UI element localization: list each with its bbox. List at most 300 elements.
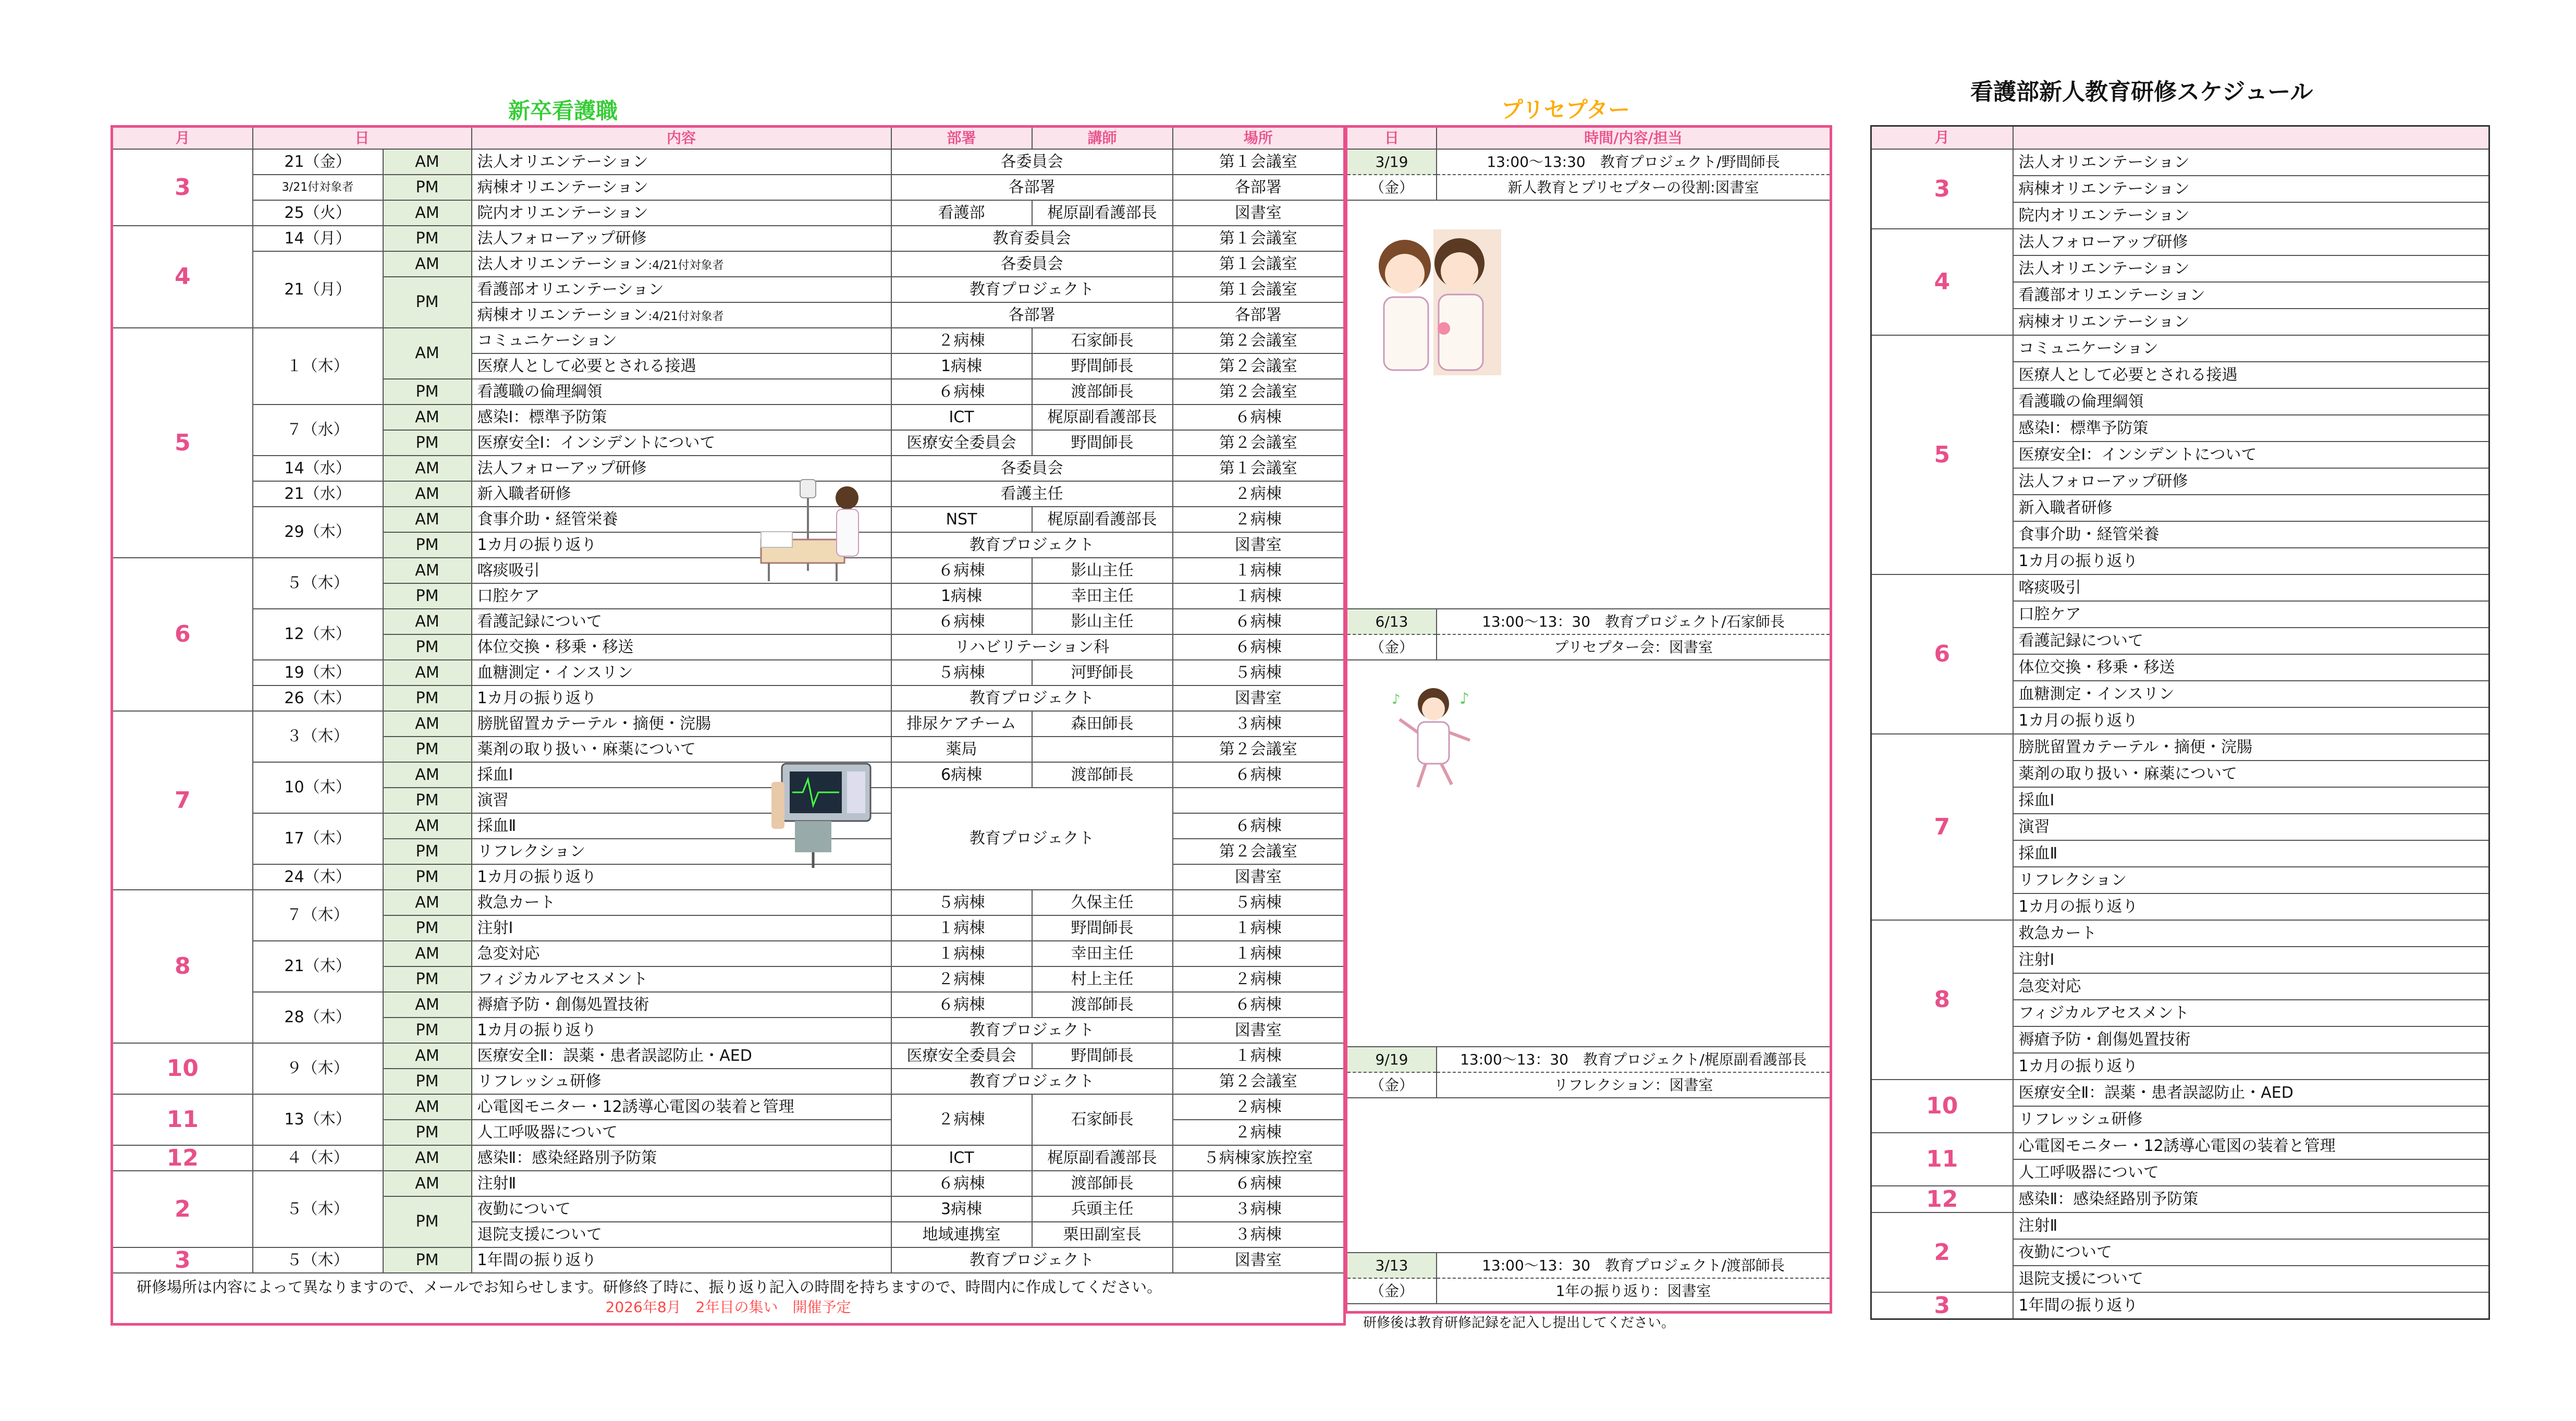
table-row: [112, 1247, 1345, 1273]
month-cell: 12: [112, 1145, 253, 1171]
lecturer-cell: 幸田主任: [1032, 583, 1173, 609]
dept-cell: 教育プロジェクト: [891, 277, 1173, 302]
right-summary-table: [1870, 125, 2490, 1320]
summary-month-cell: 3: [1871, 149, 2013, 229]
month-cell: 10: [112, 1043, 253, 1094]
ampm-cell: AM: [383, 328, 472, 379]
summary-item: 感染Ⅰ：標準予防策: [2013, 415, 2489, 442]
summary-month-cell: 2: [1871, 1212, 2013, 1292]
place-cell: ２病棟: [1173, 481, 1345, 507]
content-cell: 新入職者研修: [472, 481, 891, 507]
place-cell: 第１会議室: [1173, 251, 1345, 277]
lecturer-cell: 栗田副室長: [1032, 1222, 1173, 1247]
summary-item: 膀胱留置カテーテル・摘便・浣腸: [2013, 734, 2489, 761]
content-cell: 膀胱留置カテーテル・摘便・浣腸: [472, 711, 891, 737]
summary-item: 人工呼吸器について: [2013, 1159, 2489, 1186]
content-cell: 演習: [472, 788, 891, 813]
pre-dow: （金）: [1369, 1076, 1414, 1094]
content-cell: 褥瘡予防・創傷処置技術: [472, 992, 891, 1018]
day-cell: 17（木）: [253, 813, 383, 864]
preceptor-footer: 研修後は教育研修記録を記入し提出してください。: [1363, 1315, 1675, 1331]
ampm-cell: PM: [383, 583, 472, 609]
content-cell: リフレクション: [472, 839, 891, 864]
place-cell: ２病棟: [1173, 507, 1345, 532]
place-cell: ６病棟: [1173, 813, 1345, 839]
ampm-cell: AM: [383, 149, 472, 175]
dept-cell: 各部署: [891, 302, 1173, 328]
summary-item: 採血Ⅱ: [2013, 840, 2489, 867]
dept-cell: NST: [891, 507, 1032, 532]
lecturer-cell: 渡部師長: [1032, 762, 1173, 788]
pre-line2: リフレクション：図書室: [1553, 1076, 1713, 1094]
summary-month-cell: 6: [1871, 574, 2013, 734]
day-cell: 19（木）: [253, 660, 383, 685]
table-row: [112, 149, 1345, 175]
table-row: [112, 481, 1345, 507]
ampm-cell: AM: [383, 813, 472, 839]
pre-date: 6/13: [1347, 609, 1436, 635]
content-cell: 看護記録について: [472, 609, 891, 634]
lecturer-cell: 兵頭主任: [1032, 1196, 1173, 1222]
place-cell: 第２会議室: [1173, 430, 1345, 456]
content-cell: 急変対応: [472, 941, 891, 966]
right-header-month: 月: [1871, 126, 2013, 150]
summary-item: 演習: [2013, 814, 2489, 840]
pre-line2: プリセプター会：図書室: [1554, 639, 1713, 656]
dancing-nurse-illustration: [1387, 683, 1486, 792]
ampm-cell: AM: [383, 890, 472, 915]
ampm-cell: PM: [383, 1069, 472, 1094]
content-cell: 看護部オリエンテーション: [472, 277, 891, 302]
day-cell: 14（月）: [253, 226, 383, 251]
place-cell: 第２会議室: [1173, 1069, 1345, 1094]
table-row: [112, 251, 1345, 277]
dept-cell: 1病棟: [891, 353, 1032, 379]
summary-item: 看護職の倫理綱領: [2013, 388, 2489, 415]
dept-cell: 各委員会: [891, 149, 1173, 175]
ampm-cell: AM: [383, 1043, 472, 1069]
ampm-cell: AM: [383, 481, 472, 507]
ampm-cell: AM: [383, 941, 472, 966]
day-cell: 26（木）: [253, 685, 383, 711]
ampm-cell: PM: [383, 1247, 472, 1273]
dept-cell: 医療安全委員会: [891, 430, 1032, 456]
table-row: [112, 685, 1345, 711]
month-cell: 8: [112, 890, 253, 1043]
day-note: 3/21付対象者: [253, 175, 383, 200]
dept-cell: ICT: [891, 405, 1032, 430]
summary-month-cell: 7: [1871, 734, 2013, 920]
ampm-cell: AM: [383, 200, 472, 226]
dept-cell: ６病棟: [891, 558, 1032, 583]
summary-item: 急変対応: [2013, 973, 2489, 1000]
place-cell: １病棟: [1173, 558, 1345, 583]
summary-item: 褥瘡予防・創傷処置技術: [2013, 1026, 2489, 1053]
place-cell: １病棟: [1173, 1043, 1345, 1069]
day-cell: ７（水）: [253, 405, 383, 456]
content-cell: 注射Ⅱ: [472, 1171, 891, 1196]
dept-cell: １病棟: [891, 915, 1032, 941]
lecturer-cell: 野間師長: [1032, 353, 1173, 379]
place-cell: 各部署: [1173, 302, 1345, 328]
day-cell: ４（木）: [253, 1145, 383, 1171]
summary-item: 医療安全Ⅰ：インシデントについて: [2013, 442, 2489, 468]
day-cell: ５（木）: [253, 558, 383, 609]
svg-text:♪: ♪: [1392, 692, 1401, 707]
content-cell: 1カ月の振り返り: [472, 532, 891, 558]
summary-item: 医療安全Ⅱ：誤薬・患者誤認防止・AED: [2013, 1080, 2489, 1106]
place-cell: 第２会議室: [1173, 737, 1345, 762]
content-cell: 病棟オリエンテーション:4/21付対象者: [472, 302, 891, 328]
table-row: [112, 609, 1345, 634]
table-row: [112, 660, 1345, 685]
place-cell: ６病棟: [1173, 762, 1345, 788]
place-cell: 第１会議室: [1173, 277, 1345, 302]
dept-cell: １病棟: [891, 941, 1032, 966]
lecturer-cell: 河野師長: [1032, 660, 1173, 685]
lecturer-cell: 梶原副看護部長: [1032, 507, 1173, 532]
content-cell: リフレッシュ研修: [472, 1069, 891, 1094]
summary-month-cell: 3: [1871, 1292, 2013, 1319]
pre-dow: （金）: [1369, 179, 1414, 196]
summary-month-cell: 4: [1871, 229, 2013, 335]
day-cell: 14（水）: [253, 456, 383, 481]
dept-cell: 6病棟: [891, 762, 1032, 788]
pre-line1: 13:00～13：30 教育プロジェクト/梶原副看護部長: [1437, 1047, 1830, 1073]
ampm-cell: PM: [383, 915, 472, 941]
month-cell: 7: [112, 711, 253, 890]
table-row: [112, 405, 1345, 430]
ampm-cell: AM: [383, 1171, 472, 1196]
content-cell: 薬剤の取り扱い・麻薬について: [472, 737, 891, 762]
ampm-cell: PM: [383, 1120, 472, 1145]
header-lecturer: 講師: [1032, 127, 1173, 150]
dept-cell: 教育プロジェクト: [891, 1069, 1173, 1094]
summary-item: 病棟オリエンテーション: [2013, 309, 2489, 335]
content-cell: 喀痰吸引: [472, 558, 891, 583]
summary-item: リフレッシュ研修: [2013, 1106, 2489, 1133]
summary-month-cell: 11: [1871, 1133, 2013, 1186]
section-mid-title: プリセプター: [1501, 97, 1630, 123]
summary-item: 薬剤の取り扱い・麻薬について: [2013, 761, 2489, 787]
dept-cell: ６病棟: [891, 609, 1032, 634]
footer-note: 研修場所は内容によって異なりますので、メールでお知らせします。研修終了時に、振り返り記入の時間を持ちますので、時間内に作成してください。: [137, 1278, 1162, 1296]
place-cell: ５病棟: [1173, 890, 1345, 915]
summary-month-cell: 8: [1871, 920, 2013, 1080]
dept-cell: ５病棟: [891, 890, 1032, 915]
content-cell: 注射Ⅰ: [472, 915, 891, 941]
table-row: [112, 226, 1345, 251]
lecturer-cell: 野間師長: [1032, 915, 1173, 941]
ampm-cell: AM: [383, 507, 472, 532]
ampm-cell: PM: [383, 430, 472, 456]
content-cell: 法人オリエンテーション:4/21付対象者: [472, 251, 891, 277]
summary-item: フィジカルアセスメント: [2013, 1000, 2489, 1026]
day-cell: 21（金）: [253, 149, 383, 175]
summary-item: 法人フォローアップ研修: [2013, 229, 2489, 255]
content-cell: 医療安全Ⅰ：インシデントについて: [472, 430, 891, 456]
dept-cell: ６病棟: [891, 379, 1032, 405]
day-cell: 10（木）: [253, 762, 383, 813]
table-row: [112, 200, 1345, 226]
ampm-cell: PM: [383, 788, 472, 813]
lecturer-cell: 梶原副看護部長: [1032, 200, 1173, 226]
summary-row: [1871, 229, 2489, 255]
summary-item: 新入職者研修: [2013, 495, 2489, 521]
summary-item: 注射Ⅱ: [2013, 1212, 2489, 1239]
table-row: [112, 1043, 1345, 1069]
table-row: [112, 507, 1345, 532]
place-cell: ６病棟: [1173, 1171, 1345, 1196]
ampm-cell: PM: [383, 839, 472, 864]
place-cell: ６病棟: [1173, 609, 1345, 634]
summary-item: 心電図モニター・12誘導心電図の装着と管理: [2013, 1133, 2489, 1159]
lecturer-cell: 村上主任: [1032, 966, 1173, 992]
day-cell: 25（火）: [253, 200, 383, 226]
content-cell: 救急カート: [472, 890, 891, 915]
dept-cell: 各部署: [891, 175, 1173, 200]
summary-item: コミュニケーション: [2013, 335, 2489, 362]
summary-row: [1871, 574, 2489, 601]
content-cell: 法人フォローアップ研修: [472, 456, 891, 481]
content-cell: 夜勤について: [472, 1196, 891, 1222]
summary-item: 感染Ⅱ：感染経路別予防策: [2013, 1186, 2489, 1212]
summary-item: 院内オリエンテーション: [2013, 202, 2489, 229]
month-cell: 3: [112, 1247, 253, 1273]
place-cell: １病棟: [1173, 583, 1345, 609]
dept-cell: 各委員会: [891, 251, 1173, 277]
place-cell: ３病棟: [1173, 1196, 1345, 1222]
ampm-cell: AM: [383, 1145, 472, 1171]
summary-item: 1カ月の振り返り: [2013, 893, 2489, 920]
table-row: [112, 1094, 1345, 1120]
dept-cell: 3病棟: [891, 1196, 1032, 1222]
place-cell: 図書室: [1173, 532, 1345, 558]
lecturer-cell: 渡部師長: [1032, 1171, 1173, 1196]
place-cell: ２病棟: [1173, 1120, 1345, 1145]
ampm-cell: PM: [383, 277, 472, 328]
content-cell: 体位交換・移乗・移送: [472, 634, 891, 660]
content-cell: 感染Ⅰ：標準予防策: [472, 405, 891, 430]
content-cell: 食事介助・経管栄養: [472, 507, 891, 532]
content-cell: 1カ月の振り返り: [472, 864, 891, 890]
place-cell: [1173, 788, 1345, 813]
summary-row: [1871, 149, 2489, 176]
footer-event: 2026年8月 2年目の集い 開催予定: [605, 1298, 851, 1316]
dept-cell: 各委員会: [891, 456, 1173, 481]
pre-line2: 1年の振り返り：図書室: [1555, 1282, 1711, 1300]
dept-cell: 教育プロジェクト: [891, 532, 1173, 558]
day-cell: ５（木）: [253, 1247, 383, 1273]
day-cell: 13（木）: [253, 1094, 383, 1145]
place-cell: 第２会議室: [1173, 379, 1345, 405]
month-cell: 3: [112, 149, 253, 226]
preceptor-block: [1347, 150, 1830, 201]
content-cell: 退院支援について: [472, 1222, 891, 1247]
summary-item: 血糖測定・インスリン: [2013, 681, 2489, 707]
content-cell: 院内オリエンテーション: [472, 200, 891, 226]
place-cell: ３病棟: [1173, 711, 1345, 737]
summary-item: 救急カート: [2013, 920, 2489, 947]
content-cell: 1カ月の振り返り: [472, 685, 891, 711]
content-cell: コミュニケーション: [472, 328, 891, 353]
summary-item: 退院支援について: [2013, 1266, 2489, 1292]
lecturer-cell: 石家師長: [1032, 328, 1173, 353]
month-cell: 2: [112, 1171, 253, 1247]
day-cell: 21（木）: [253, 941, 383, 992]
summary-item: 医療人として必要とされる接遇: [2013, 362, 2489, 388]
summary-item: 採血Ⅰ: [2013, 787, 2489, 814]
content-cell: 病棟オリエンテーション: [472, 175, 891, 200]
place-cell: 図書室: [1173, 200, 1345, 226]
pre-line1: 13:00～13:30 教育プロジェクト/野間師長: [1437, 150, 1830, 175]
lecturer-cell: 渡部師長: [1032, 992, 1173, 1018]
summary-item: 注射Ⅰ: [2013, 947, 2489, 973]
summary-month-cell: 10: [1871, 1080, 2013, 1133]
pre-line1: 13:00～13：30 教育プロジェクト/石家師長: [1437, 609, 1830, 635]
ampm-cell: AM: [383, 762, 472, 788]
month-cell: 11: [112, 1094, 253, 1145]
pre-line1: 13:00～13：30 教育プロジェクト/渡部師長: [1437, 1253, 1830, 1279]
page-title: 看護部新人教育研修スケジュール: [1970, 79, 2313, 105]
lecturer-cell: 幸田主任: [1032, 941, 1173, 966]
summary-item: 看護記録について: [2013, 628, 2489, 654]
pre-date: 9/19: [1347, 1047, 1436, 1073]
content-cell: 看護職の倫理綱領: [472, 379, 891, 405]
content-cell: 感染Ⅱ：感染経路別予防策: [472, 1145, 891, 1171]
lecturer-cell: 梶原副看護部長: [1032, 405, 1173, 430]
pre-header-detail: 時間/内容/担当: [1437, 128, 1830, 149]
main-schedule-table: [111, 125, 1346, 1326]
summary-item: 法人フォローアップ研修: [2013, 468, 2489, 495]
summary-row: [1871, 335, 2489, 362]
month-cell: 6: [112, 558, 253, 711]
dept-cell: ６病棟: [891, 1171, 1032, 1196]
table-row: [112, 711, 1345, 737]
pre-date: 3/19: [1347, 150, 1436, 175]
dept-cell: ICT: [891, 1145, 1032, 1171]
day-cell: 24（木）: [253, 864, 383, 890]
summary-row: [1871, 1186, 2489, 1212]
month-cell: 5: [112, 328, 253, 558]
dept-cell: 教育プロジェクト: [891, 685, 1173, 711]
pre-header-day: 日: [1347, 128, 1437, 149]
ampm-cell: AM: [383, 1094, 472, 1120]
dept-cell: リハビリテーション科: [891, 634, 1173, 660]
summary-row: [1871, 1292, 2489, 1319]
content-cell: 採血Ⅱ: [472, 813, 891, 839]
content-cell: 1カ月の振り返り: [472, 1018, 891, 1043]
bed-patient-illustration: [758, 477, 863, 586]
dept-cell: 教育委員会: [891, 226, 1173, 251]
summary-item: 1カ月の振り返り: [2013, 548, 2489, 574]
content-cell: 口腔ケア: [472, 583, 891, 609]
place-cell: ３病棟: [1173, 1222, 1345, 1247]
summary-item: 1カ月の振り返り: [2013, 1053, 2489, 1080]
day-cell: １（木）: [253, 328, 383, 405]
place-cell: 第２会議室: [1173, 839, 1345, 864]
summary-row: [1871, 734, 2489, 761]
lecturer-cell: 野間師長: [1032, 430, 1173, 456]
summary-month-cell: 12: [1871, 1186, 2013, 1212]
dept-cell: 排尿ケアチーム: [891, 711, 1032, 737]
ampm-cell: AM: [383, 660, 472, 685]
summary-month-cell: 5: [1871, 335, 2013, 574]
ampm-cell: PM: [383, 1018, 472, 1043]
summary-item: 口腔ケア: [2013, 601, 2489, 628]
ampm-cell: AM: [383, 609, 472, 634]
table-row: [112, 1171, 1345, 1196]
dept-cell: 医療安全委員会: [891, 1043, 1032, 1069]
content-cell: 法人フォローアップ研修: [472, 226, 891, 251]
summary-row: [1871, 1133, 2489, 1159]
lecturer-cell: 影山主任: [1032, 558, 1173, 583]
day-cell: ５（木）: [253, 1171, 383, 1247]
pre-dow: （金）: [1369, 639, 1414, 656]
summary-item: 看護部オリエンテーション: [2013, 282, 2489, 309]
lecturer-cell: 影山主任: [1032, 609, 1173, 634]
day-cell: ９（木）: [253, 1043, 383, 1094]
dept-cell: 看護部: [891, 200, 1032, 226]
dept-cell: 教育プロジェクト: [891, 788, 1173, 890]
day-cell: 12（木）: [253, 609, 383, 660]
preceptor-block: [1347, 1046, 1830, 1098]
place-cell: 図書室: [1173, 1247, 1345, 1273]
ampm-cell: PM: [383, 532, 472, 558]
ampm-cell: AM: [383, 456, 472, 481]
lecturer-cell: 久保主任: [1032, 890, 1173, 915]
summary-item: 食事介助・経管栄養: [2013, 521, 2489, 548]
preceptor-block: [1347, 1252, 1830, 1304]
summary-item: 1年間の振り返り: [2013, 1292, 2489, 1319]
ampm-cell: PM: [383, 634, 472, 660]
svg-text:♪: ♪: [1459, 690, 1470, 708]
summary-row: [1871, 1080, 2489, 1106]
ampm-cell: AM: [383, 711, 472, 737]
ampm-cell: AM: [383, 405, 472, 430]
table-row: [112, 558, 1345, 583]
dept-cell: 地域連携室: [891, 1222, 1032, 1247]
ampm-cell: AM: [383, 558, 472, 583]
pre-dow: （金）: [1369, 1282, 1414, 1300]
place-cell: 第２会議室: [1173, 353, 1345, 379]
table-row: [112, 992, 1345, 1018]
place-cell: １病棟: [1173, 941, 1345, 966]
dept-cell: 教育プロジェクト: [891, 1018, 1173, 1043]
content-cell: 法人オリエンテーション: [472, 149, 891, 175]
table-row: [112, 1145, 1345, 1171]
summary-item: リフレクション: [2013, 867, 2489, 893]
place-cell: 第１会議室: [1173, 456, 1345, 481]
dept-cell: 看護主任: [891, 481, 1173, 507]
header-month: 月: [112, 127, 253, 150]
dept-cell: ２病棟: [891, 1094, 1032, 1145]
place-cell: ５病棟: [1173, 660, 1345, 685]
dept-cell: ６病棟: [891, 992, 1032, 1018]
day-cell: ７（木）: [253, 890, 383, 941]
dept-cell: ５病棟: [891, 660, 1032, 685]
table-row: [112, 328, 1345, 353]
lecturer-cell: 梶原副看護部長: [1032, 1145, 1173, 1171]
content-cell: 採血Ⅰ: [472, 762, 891, 788]
place-cell: １病棟: [1173, 915, 1345, 941]
header-dept: 部署: [891, 127, 1032, 150]
lecturer-cell: 野間師長: [1032, 1043, 1173, 1069]
day-cell: 28（木）: [253, 992, 383, 1043]
table-row: [112, 762, 1345, 788]
summary-row: [1871, 1212, 2489, 1239]
nurses-illustration: [1355, 224, 1506, 381]
